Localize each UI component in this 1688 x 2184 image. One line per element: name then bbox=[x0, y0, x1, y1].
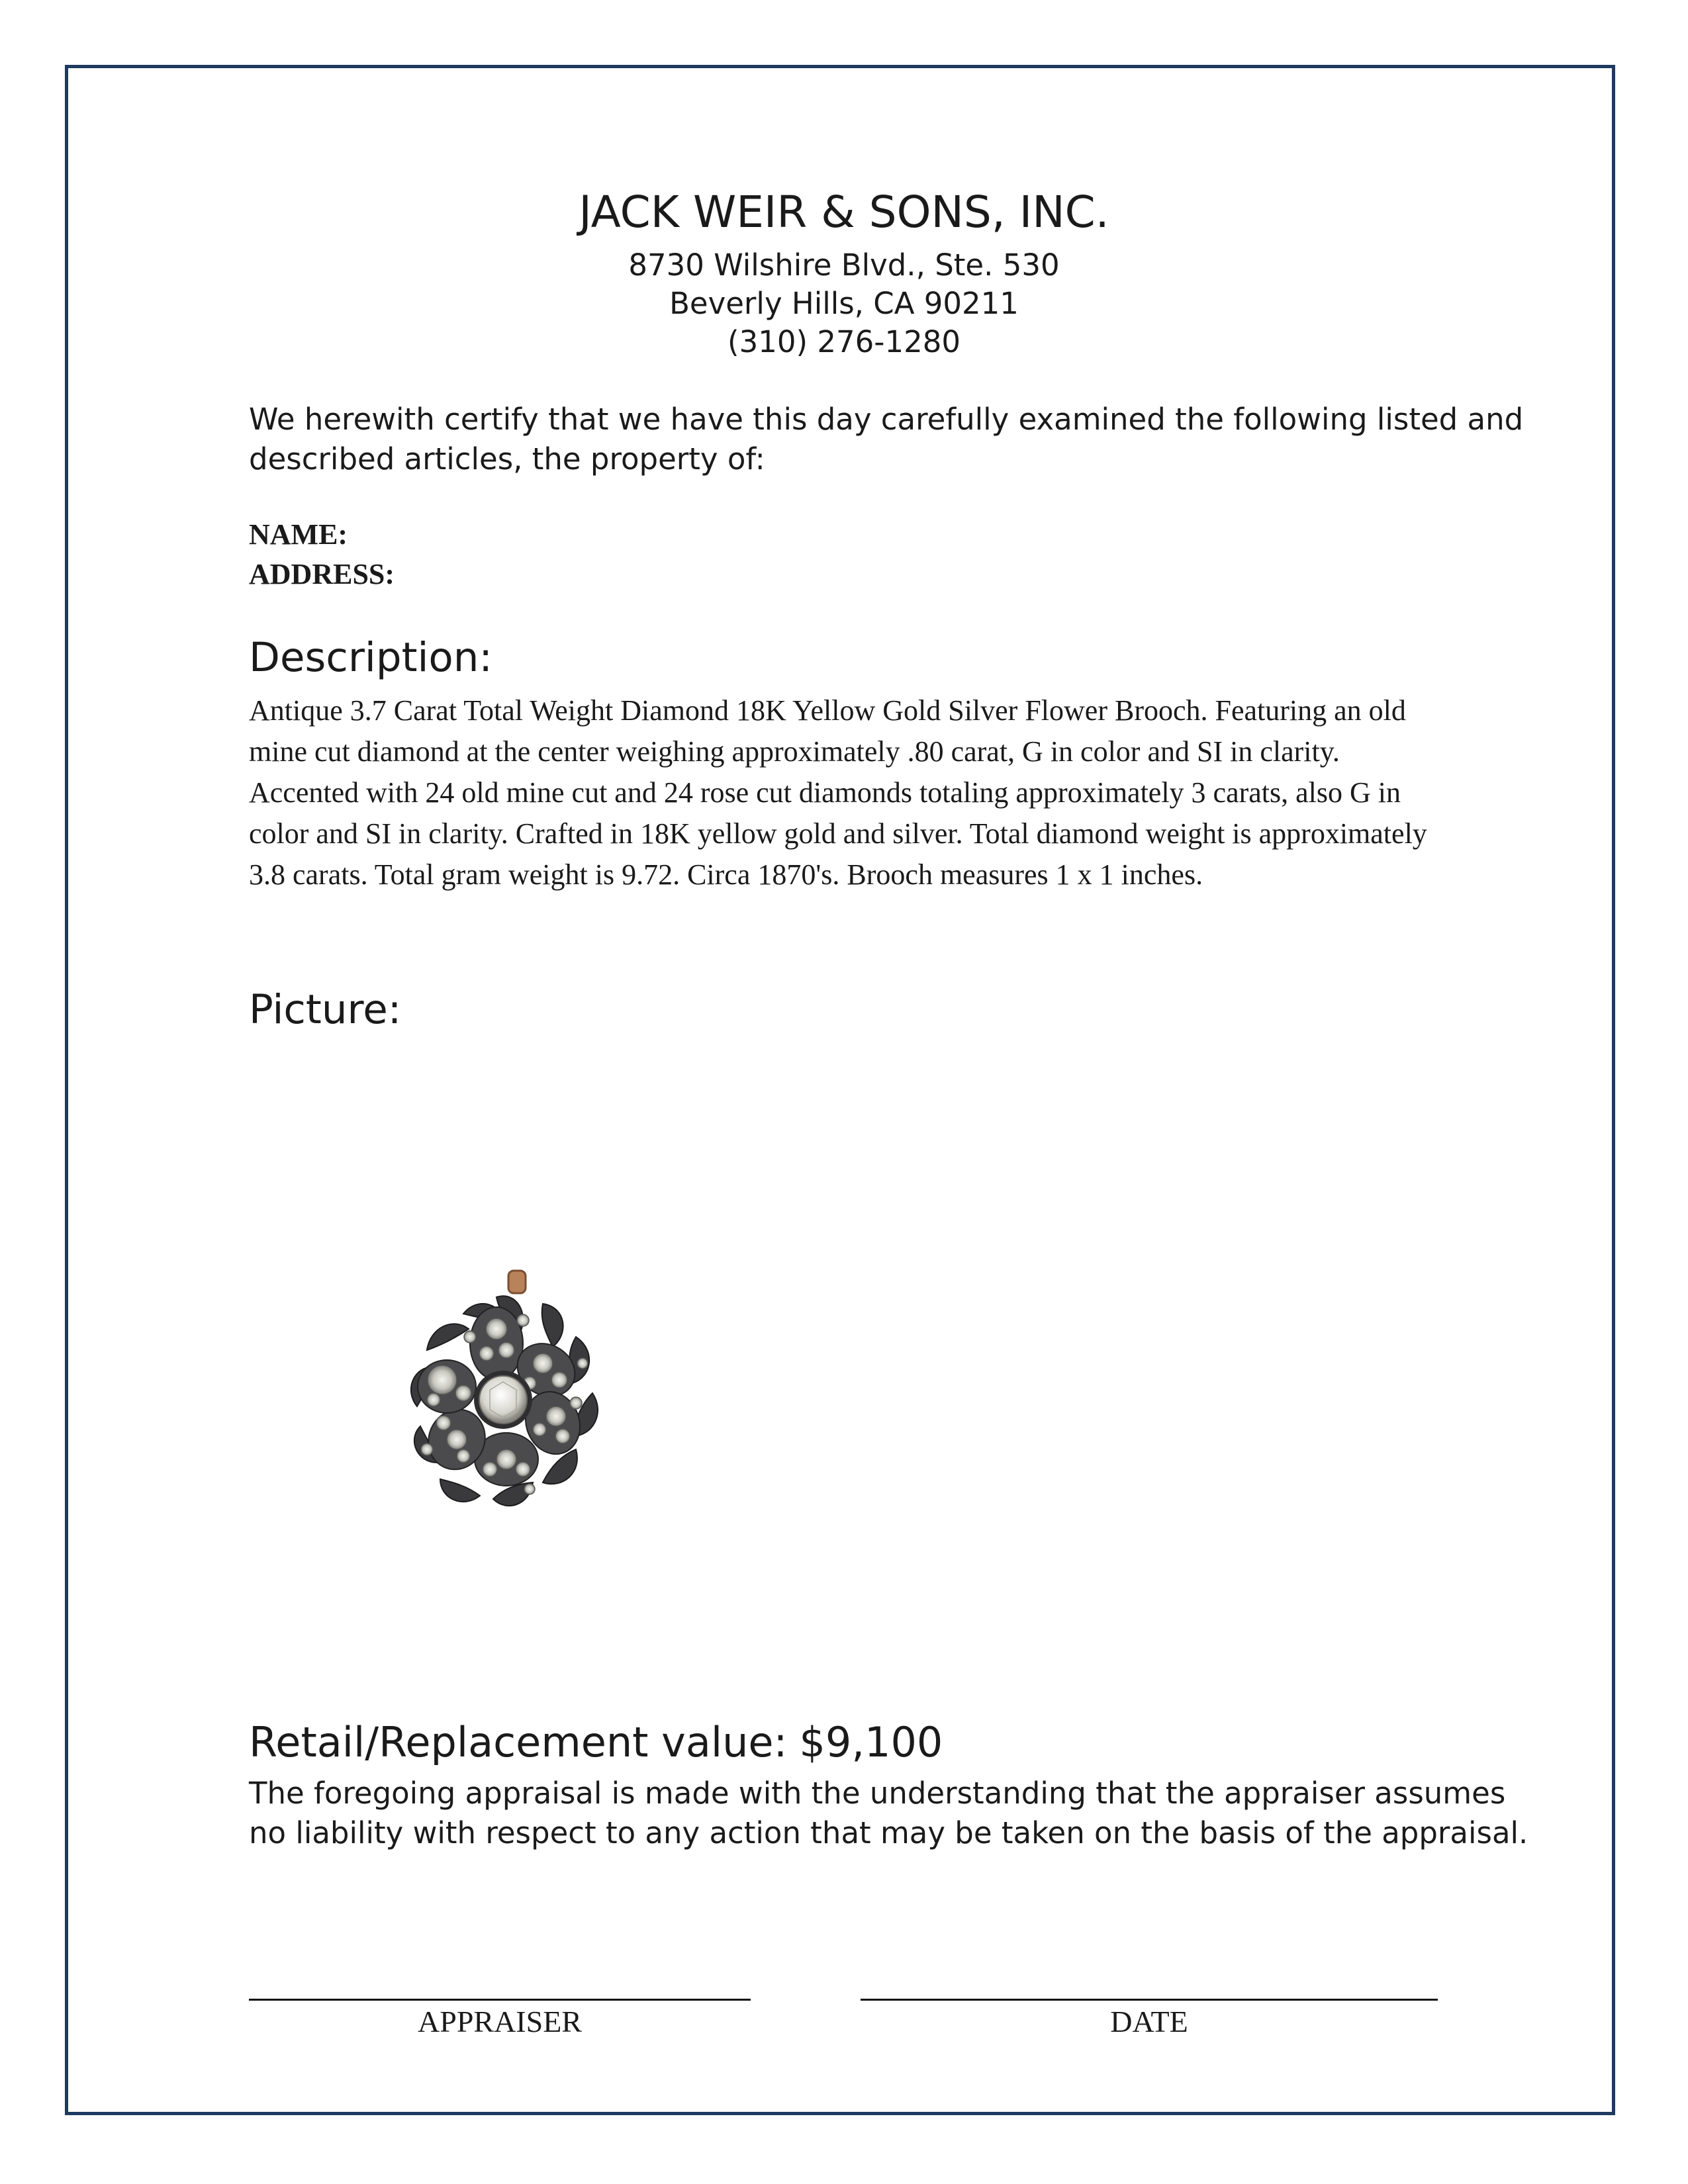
company-name: JACK WEIR & SONS, INC. bbox=[579, 187, 1109, 238]
date-signature-line bbox=[861, 1999, 1438, 2001]
date-label: DATE bbox=[1110, 2005, 1188, 2038]
valuation-label: Retail/Replacement value: bbox=[249, 1718, 788, 1766]
valuation-label-row bbox=[249, 1718, 943, 1766]
certify-line1: We herewith certify that we have this day carefully examined the following listed and bbox=[249, 402, 1524, 437]
certify-line2: described articles, the property of: bbox=[249, 441, 765, 477]
disclaimer-line2: no liability with respect to any action that may be taken on the basis of the appraisal. bbox=[249, 1815, 1528, 1850]
owner-name-label: NAME: bbox=[249, 518, 348, 551]
company-address-line1: 8730 Wilshire Blvd., Ste. 530 bbox=[628, 248, 1060, 283]
disclaimer-line1: The foregoing appraisal is made with the understanding that the appraiser assumes bbox=[249, 1776, 1506, 1811]
appraiser-signature-line bbox=[249, 1999, 751, 2001]
company-address-line2: Beverly Hills, CA 90211 bbox=[669, 286, 1019, 321]
appraiser-label: APPRAISER bbox=[418, 2005, 582, 2038]
company-phone: (310) 276-1280 bbox=[727, 324, 961, 359]
valuation-amount: $9,100 bbox=[799, 1718, 943, 1766]
picture-heading: Picture: bbox=[249, 986, 402, 1033]
brooch-photo bbox=[364, 1251, 629, 1549]
description-heading: Description: bbox=[249, 634, 492, 681]
owner-address-label: ADDRESS: bbox=[249, 558, 395, 590]
description-text: Antique 3.7 Carat Total Weight Diamond 18K Yellow Gold Silver Flower Brooch. Featuring an old mine cut diamond at the center weighing approximately .80 carat, G in color and SI in clarity. Accented with 24 old mine cut and 24 rose cut diamonds totaling approximately 3 carats, also G in color and SI in clarity. Crafted in 18K yellow gold and silver. Total diamond weight is approximately 3.8 carats. Total gram weight is 9.72. Circa 1870's. Brooch measures 1 x 1 inches. bbox=[249, 694, 1427, 891]
